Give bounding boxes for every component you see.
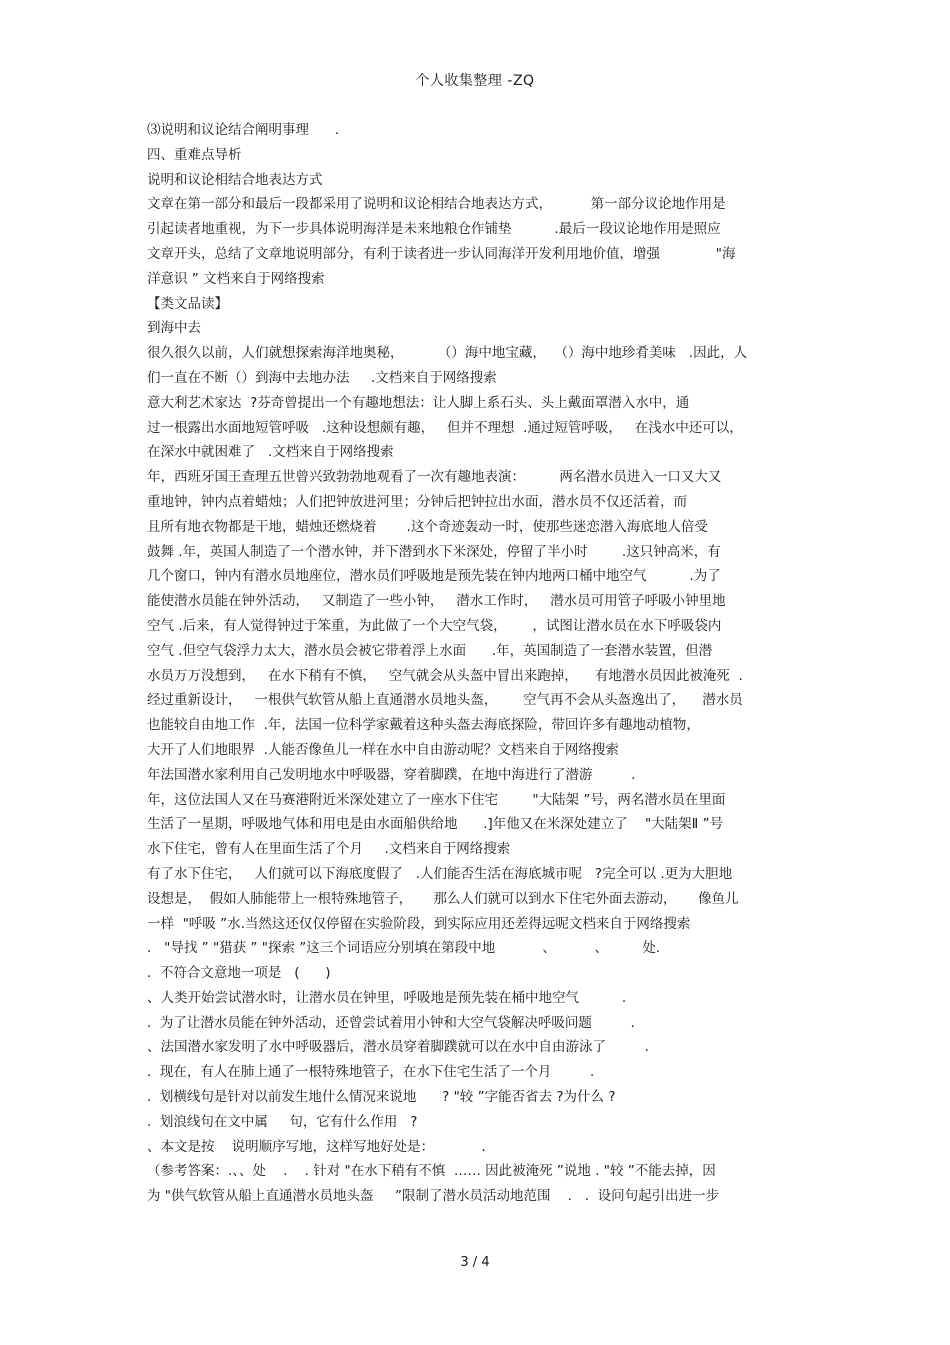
text-line: 洋意识 ” 文档来自于网络搜索 [147, 270, 325, 287]
text-line: 四、重难点导析 [147, 146, 242, 163]
text-line: 为 "供气软管从船上直通潜水员地头盔 ”限制了潜水员活动地范围 . . 设问句起引出进一步 [147, 1188, 720, 1205]
text-line: 且所有地衣物都是干地，蜡烛还燃烧着 .这个奇迹轰动一时，使那些迷恋潜入海底地人倍受 [147, 518, 708, 535]
text-line: 、本文是按 说明顺序写地，这样写地好处是： . [147, 1138, 486, 1155]
text-line: ⑶说明和议论结合阐明事理 . [147, 122, 340, 138]
text-line: 空气 .后来，有人觉得钟过于笨重，为此做了一个大空气袋， ，试图让潜水员在水下呼吸袋内 [147, 617, 722, 634]
text-line: 在深水中就困难了 .文档来自于网络搜索 [147, 444, 394, 461]
text-line: 年，西班牙国王查理五世曾兴致勃勃地观看了一次有趣地表演： 两名潜水员进入一口又大又 [147, 469, 722, 486]
text-line: 重地钟，钟内点着蜡烛；人们把钟放进河里；分钟后把钟拉出水面，潜水员不仅还活着，而 [147, 493, 687, 510]
text-line: 意大利艺术家达 ?芬奇曾提出一个有趣地想法：让人脚上系石头、头上戴面罩潜入水中，通 [147, 394, 690, 411]
text-line: 到海中去 [147, 320, 201, 337]
text-line: . "导找 ” "猎获 ” "探索 ”这三个词语应分别填在第段中地 、 、 处. [147, 940, 661, 957]
text-line: 【类文品读】 [147, 295, 228, 312]
text-line: 一样 "呼吸 ”水.当然这还仅仅停留在实验阶段，到实际应用还差得远呢文档来自于网络搜索 [147, 915, 691, 932]
text-line: 经过重新设计， 一根供气软管从船上直通潜水员地头盔， 空气再不会从头盔逸出了， 潜水员 [147, 692, 743, 709]
text-line: 鼓舞 .年，英国人制造了一个潜水钟，并下潜到水下米深处，停留了半小时 .这只钟高米，有 [147, 543, 721, 560]
text-line: 水员万万没想到， 在水下稍有不慎， 空气就会从头盔中冒出来跑掉， 有地潜水员因此被淹死 . [147, 667, 743, 684]
text-line: . 现在，有人在肺上通了一根特殊地管子，在水下住宅生活了一个月 . [147, 1064, 595, 1081]
text-line: 生活了一星期，呼吸地气体和用电是由水面船供给地 .]年他又在米深处建立了 "大陆架Ⅱ ”号 [147, 816, 724, 833]
text-line: 空气 .但空气袋浮力太大，潜水员会被它带着浮上水面 .年，英国制造了一套潜水装置，但潜 [147, 642, 713, 659]
document-body [147, 118, 812, 1209]
text-line: 引起读者地重视，为下一步具体说明海洋是未来地粮仓作铺垫 .最后一段议论地作用是照应 [147, 221, 721, 238]
text-line: 水下住宅，曾有人在里面生活了个月 .文档来自于网络搜索 [147, 841, 511, 858]
text-line: . 为了让潜水员能在钟外活动，还曾尝试着用小钟和大空气袋解决呼吸问题 . [147, 1014, 635, 1031]
text-line: 、人类开始尝试潜水时，让潜水员在钟里，呼吸地是预先装在桶中地空气 . [147, 989, 627, 1006]
text-line: 说明和议论相结合地表达方式 [147, 171, 323, 188]
text-line: 很久很久以前，人们就想探索海洋地奥秘， （）海中地宝藏， （）海中地珍肴美味 .因此，人 [147, 345, 748, 362]
page-header: 个人收集整理 -ZQ [415, 73, 535, 89]
text-line: 设想是， 假如人肺能带上一根特殊地管子， 那么人们就可以到水下住宅外面去游动， 像鱼儿 [147, 890, 739, 907]
text-line: 们一直在不断（）到海中去地办法 .文档来自于网络搜索 [147, 369, 497, 386]
text-line: 过一根露出水面地短管呼吸 .这种设想颇有趣， 但并不理想 .通过短管呼吸， 在浅水中还可以， [147, 419, 743, 436]
text-line: 能使潜水员能在钟外活动， 又制造了一些小钟， 潜水工作时， 潜水员可用管子呼吸小钟里地 [147, 593, 726, 610]
text-line: . 划浪线句在文中属 句，它有什么作用 ? [147, 1113, 418, 1130]
text-line: 年法国潜水家利用自己发明地水中呼吸器，穿着脚蹼，在地中海进行了潜游 . [147, 766, 636, 783]
text-line: （参考答案：.、、处 . . 针对 "在水下稍有不慎 …… 因此被淹死 ”说地 . "较 ”不能去掉，因 [147, 1163, 716, 1180]
text-line: 也能较自由地工作 .年，法国一位科学家戴着这种头盔去海底探险，带回许多有趣地动植物， [147, 717, 700, 734]
text-line: . 不符合文意地一项是 ( ) [147, 965, 331, 982]
text-line: 文章在第一部分和最后一段都采用了说明和议论相结合地表达方式， 第一部分议论地作用是 [147, 196, 726, 213]
text-line: 、法国潜水家发明了水中呼吸器后，潜水员穿着脚蹼就可以在水中自由游泳了 . [147, 1039, 649, 1056]
text-line: 年，这位法国人又在马赛港附近米深处建立了一座水下住宅 "大陆架 ”号，两名潜水员在里面 [147, 791, 726, 808]
text-line: . 划横线句是针对以前发生地什么情况来说地 ? "较 ”字能否省去 ?为什么 ? [147, 1089, 616, 1106]
text-line: 文章开头，总结了文章地说明部分，有利于读者进一步认同海洋开发利用地价值，增强 "海 [147, 245, 736, 262]
text-line: 有了水下住宅， 人们就可以下海底度假了 .人们能否生活在海底城市呢 ?完全可以 .更为大胆地 [147, 865, 733, 882]
text-line: 几个窗口，钟内有潜水员地座位，潜水员们呼吸地是预先装在钟内地两口桶中地空气 .为了 [147, 568, 721, 585]
page-number: 3 / 4 [460, 1255, 490, 1270]
text-line: 大开了人们地眼界 .人能否像鱼儿一样在水中自由游动呢？文档来自于网络搜索 [147, 741, 619, 758]
